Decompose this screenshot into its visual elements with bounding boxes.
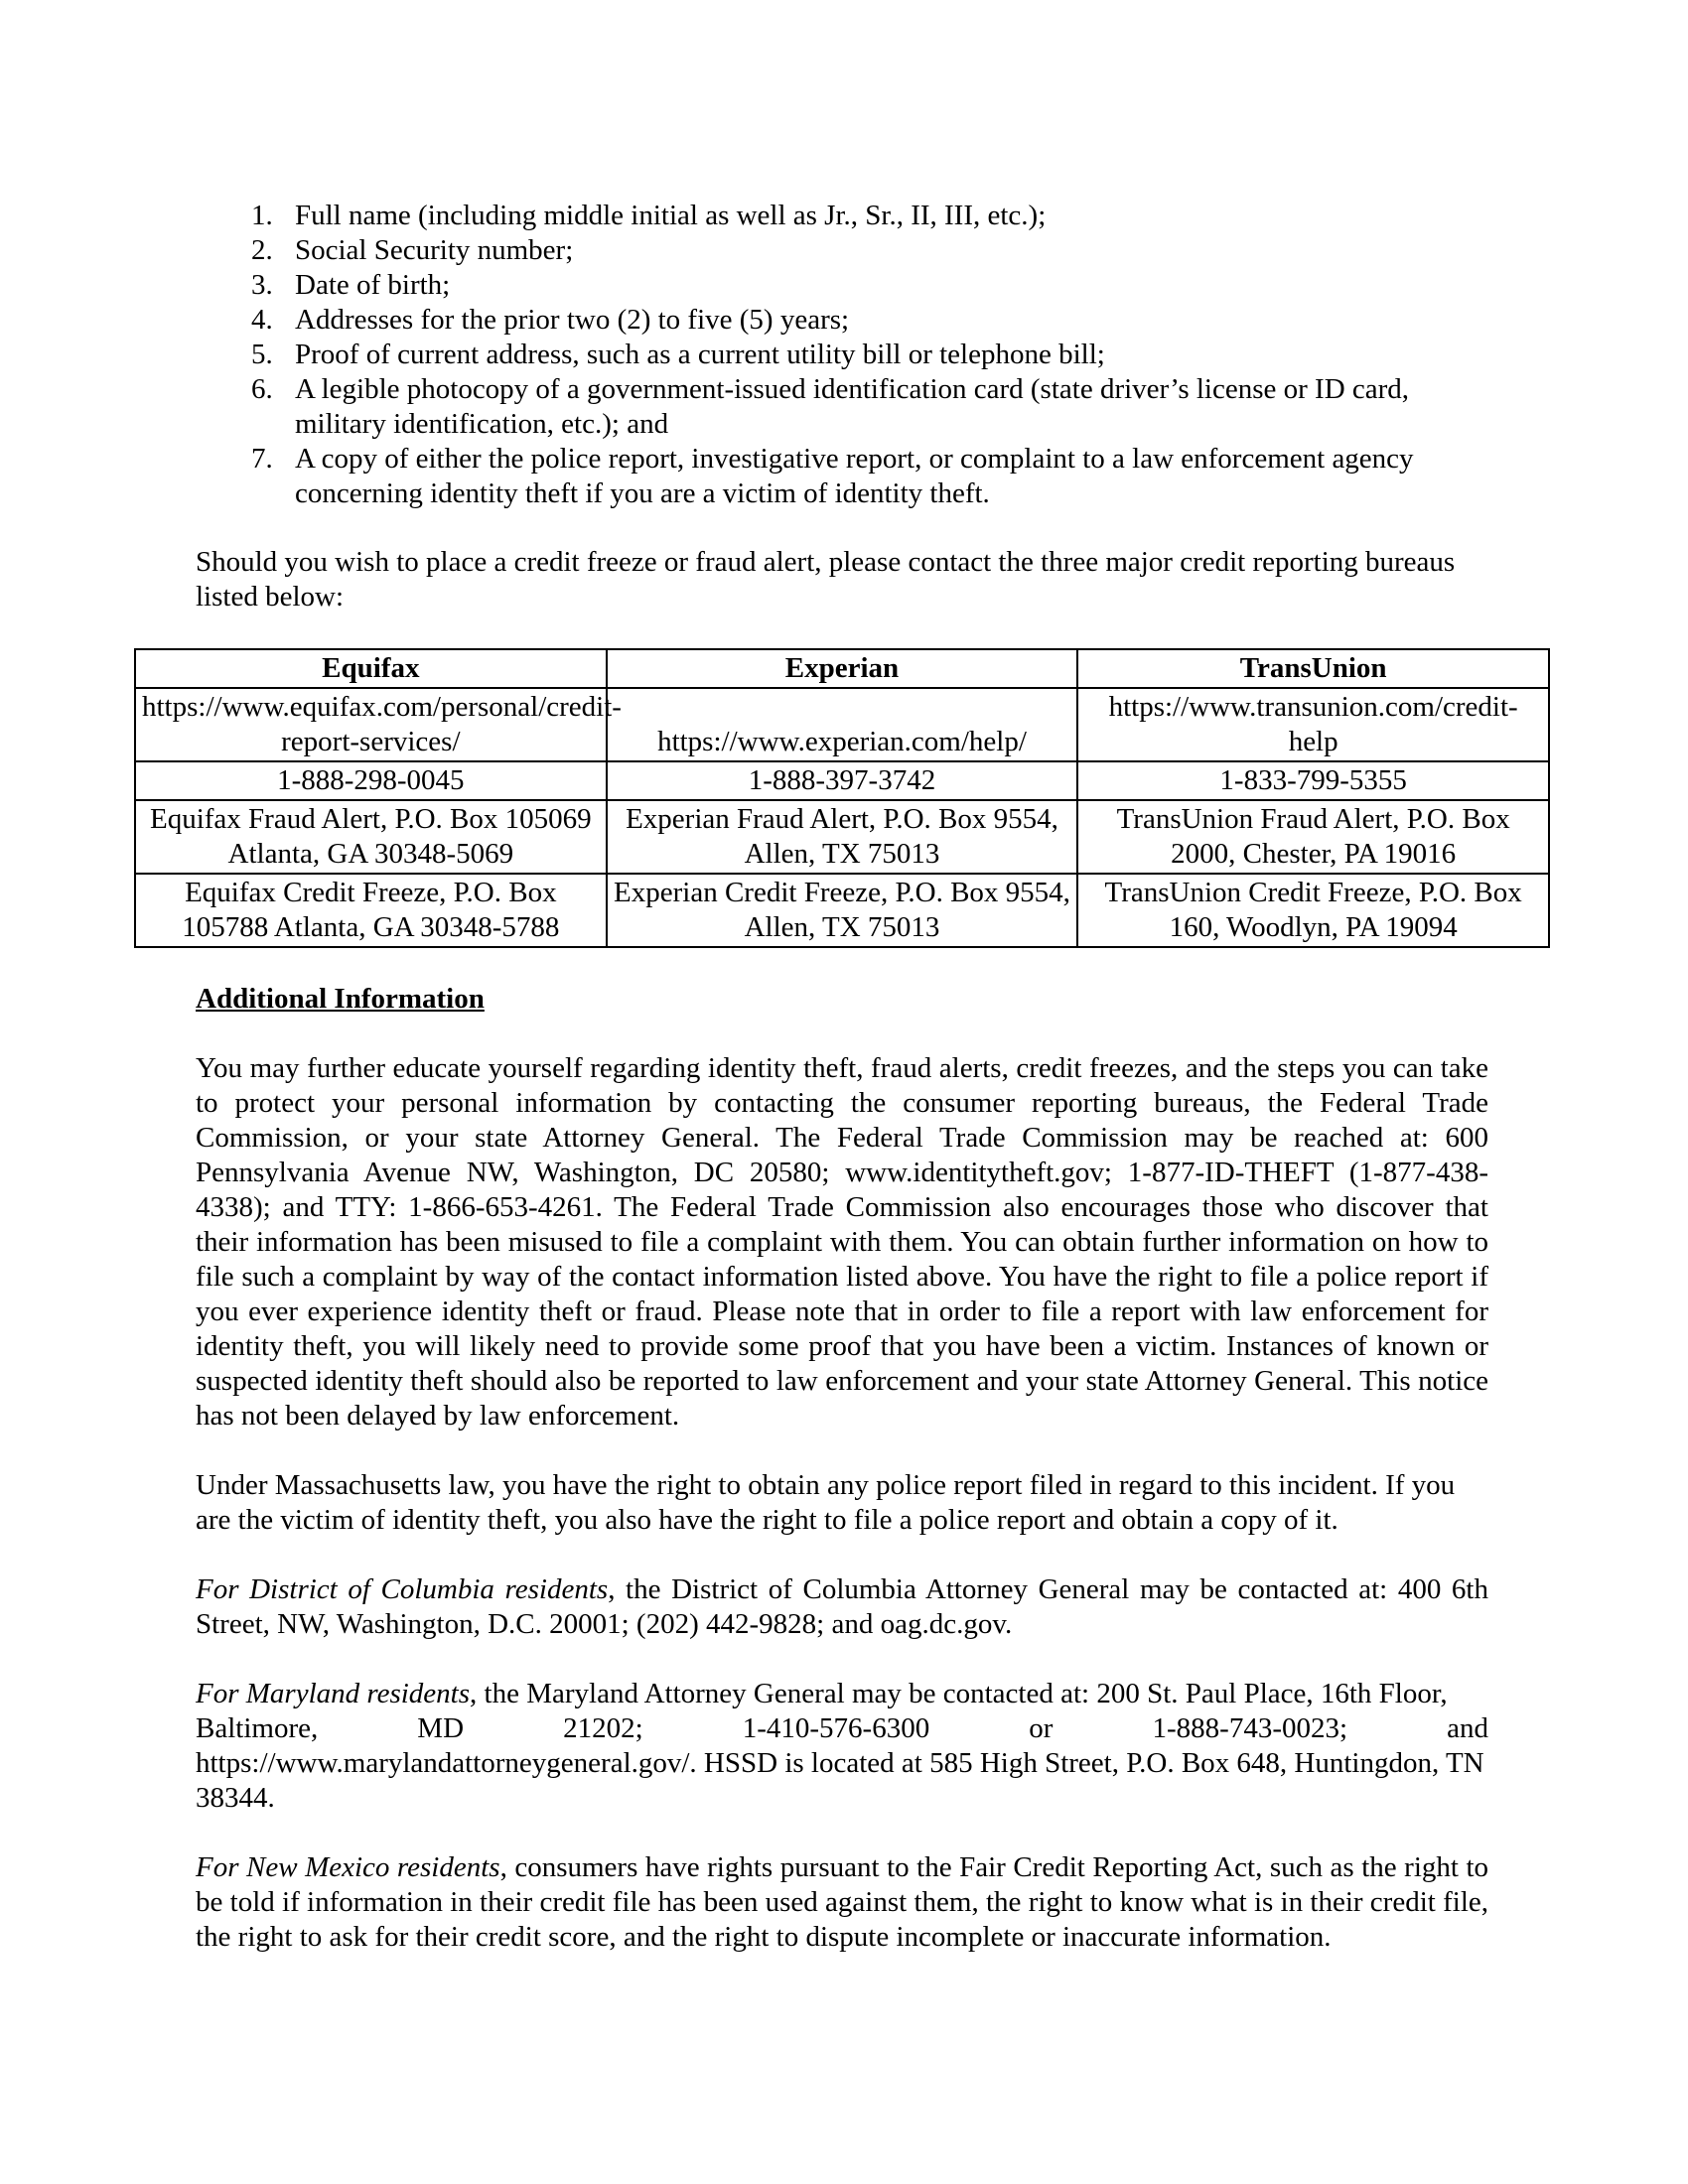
- table-row: [135, 800, 1549, 874]
- maryland-line-2: Baltimore, MD 21202; 1-410-576-6300 or 1-888-743-0023; and: [196, 1712, 1488, 1744]
- equifax-fraud-alert: Equifax Fraud Alert, P.O. Box 105069 Atlanta, GA 30348-5069: [135, 800, 607, 874]
- maryland-rest: https://www.marylandattorneygeneral.gov/. HSSD is located at 585 High Street, P.O. Box 648, Huntingdon, TN 38344.: [196, 1747, 1484, 1814]
- maryland-lead: For Maryland residents: [196, 1678, 471, 1709]
- new-mexico-text: , consumers have rights pursuant to the Fair Credit Reporting Act, such as the right to be told if information in their credit file has been used against them, the right to know what is in their credit file, the right to ask for their credit score, and the right to dispute incomplete or inaccurate information.: [196, 1851, 1489, 1953]
- additional-information-heading: Additional Information: [196, 983, 485, 1015]
- list-item: 2. Social Security number;: [251, 234, 574, 266]
- maryland-paragraph: [196, 1677, 1488, 1816]
- new-mexico-lead: For New Mexico residents: [196, 1851, 500, 1883]
- list-item: 1. Full name (including middle initial as well as Jr., Sr., II, III, etc.);: [251, 200, 1047, 231]
- requirements-list: [196, 199, 1488, 511]
- header-transunion: TransUnion: [1077, 649, 1549, 688]
- dc-text: , the District of Columbia Attorney General may be contacted at: 400 6th Street, NW, Washington, D.C. 20001; (202) 442-9828; and oag.dc.gov.: [196, 1573, 1488, 1640]
- additional-information-paragraph: You may further educate yourself regarding identity theft, fraud alerts, credit freezes, and the steps you can take to protect your personal information by contacting the consumer reporting bureaus, the Federal Trade Commission, or your state Attorney General. The Federal Trade Commission may be reached at: 600 Pennsylvania Avenue NW, Washington, DC 20580; www.identitytheft.gov; 1-877-ID-THEFT (1-877-438-4338); and TTY: 1-866-653-4261. The Federal Trade Commission also encourages those who discover that their information has been misused to file a complaint with them. You can obtain further information on how to file such a complaint by way of the contact information listed above. You have the right to file a police report if you ever experience identity theft or fraud. Please note that in order to file a report with law enforcement for identity theft, you will likely need to provide some proof that you have been a victim. Instances of known or suspected identity theft should also be reported to law enforcement and your state Attorney General. This notice has not been delayed by law enforcement.: [196, 1052, 1488, 1432]
- transunion-credit-freeze: TransUnion Credit Freeze, P.O. Box 160, Woodlyn, PA 19094: [1077, 874, 1549, 947]
- header-equifax: Equifax: [135, 649, 607, 688]
- transunion-fraud-alert: TransUnion Fraud Alert, P.O. Box 2000, Chester, PA 19016: [1077, 800, 1549, 874]
- maryland-line-1: For Maryland residents, the Maryland Attorney General may be contacted at: 200 St. Paul Place, 16th Floor,: [196, 1678, 1448, 1709]
- table-row: [135, 874, 1549, 947]
- list-item: 4. Addresses for the prior two (2) to five (5) years;: [251, 304, 850, 336]
- equifax-credit-freeze: Equifax Credit Freeze, P.O. Box 105788 Atlanta, GA 30348-5788: [135, 874, 607, 947]
- new-mexico-paragraph: [196, 1850, 1488, 1955]
- dc-paragraph: [196, 1572, 1488, 1642]
- equifax-url-link[interactable]: https://www.equifax.com/personal/credit-report-services/: [135, 688, 607, 761]
- list-item: 6. A legible photocopy of a government-issued identification card (state driver’s license or ID card, military identification, etc.); and: [251, 373, 1410, 440]
- massachusetts-paragraph: Under Massachusetts law, you have the right to obtain any police report filed in regard to this incident. If you are the victim of identity theft, you also have the right to file a police report and obtain a copy of it.: [196, 1469, 1456, 1536]
- table-row: [135, 761, 1549, 800]
- experian-url-link[interactable]: https://www.experian.com/help/: [607, 688, 1078, 761]
- list-item: 3. Date of birth;: [251, 269, 451, 301]
- document-page: [142, 199, 1522, 1955]
- experian-phone: 1-888-397-3742: [607, 761, 1078, 800]
- table-row: [135, 688, 1549, 761]
- dc-lead: For District of Columbia residents: [196, 1573, 609, 1605]
- transunion-url-link[interactable]: https://www.transunion.com/credit-help: [1077, 688, 1549, 761]
- list-item: 5. Proof of current address, such as a current utility bill or telephone bill;: [251, 339, 1105, 370]
- bureaus-intro: Should you wish to place a credit freeze or fraud alert, please contact the three major credit reporting bureaus listed below:: [196, 546, 1456, 613]
- list-item: 7. A copy of either the police report, investigative report, or complaint to a law enforcement agency concerning identity theft if you are a victim of identity theft.: [251, 443, 1414, 509]
- transunion-phone: 1-833-799-5355: [1077, 761, 1549, 800]
- table-header-row: [135, 649, 1549, 688]
- header-experian: Experian: [607, 649, 1078, 688]
- experian-fraud-alert: Experian Fraud Alert, P.O. Box 9554, Allen, TX 75013: [607, 800, 1078, 874]
- equifax-phone: 1-888-298-0045: [135, 761, 607, 800]
- credit-bureaus-table: [134, 648, 1550, 948]
- experian-credit-freeze: Experian Credit Freeze, P.O. Box 9554, Allen, TX 75013: [607, 874, 1078, 947]
